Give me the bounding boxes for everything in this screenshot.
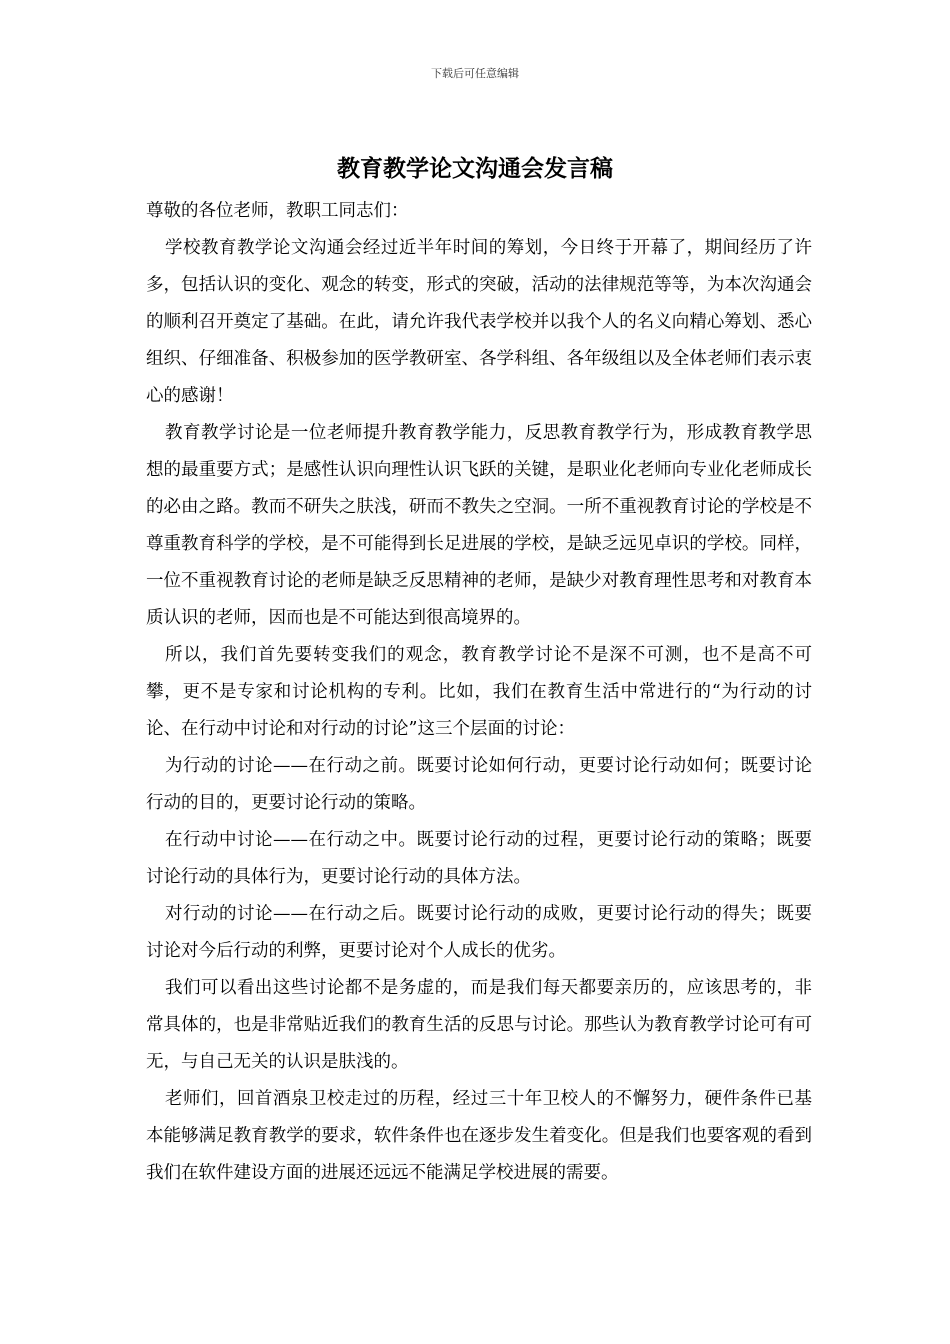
paragraph: 所以，我们首先要转变我们的观念，教育教学讨论不是深不可测，也不是高不可攀，更不是专家和讨论机构的专利。比如，我们在教育生活中常进行的“为行动的讨论、在行动中讨论和对行动的讨论”这三个层面的讨论： xyxy=(146,645,812,739)
page-header-note: 下载后可任意编辑 xyxy=(431,67,519,80)
paragraph: 对行动的讨论——在行动之后。既要讨论行动的成败，更要讨论行动的得失；既要讨论对今后行动的利弊，更要讨论对个人成长的优劣。 xyxy=(146,904,812,961)
paragraph: 在行动中讨论——在行动之中。既要讨论行动的过程，更要讨论行动的策略；既要讨论行动的具体行为，更要讨论行动的具体方法。 xyxy=(146,830,812,887)
document-title: 教育教学论文沟通会发言稿 xyxy=(337,155,613,182)
paragraph: 老师们，回首酒泉卫校走过的历程，经过三十年卫校人的不懈努力，硬件条件已基本能够满足教育教学的要求，软件条件也在逐步发生着变化。但是我们也要客观的看到我们在软件建设方面的进展还远远不能满足学校进展的需要。 xyxy=(146,1089,812,1183)
document-body xyxy=(146,193,812,1192)
paragraph: 为行动的讨论——在行动之前。既要讨论如何行动，更要讨论行动如何；既要讨论行动的目的，更要讨论行动的策略。 xyxy=(146,756,812,813)
paragraph: 我们可以看出这些讨论都不是务虚的，而是我们每天都要亲历的，应该思考的，非常具体的，也是非常贴近我们的教育生活的反思与讨论。那些认为教育教学讨论可有可无，与自己无关的认识是肤浅的。 xyxy=(146,978,812,1072)
paragraph: 教育教学讨论是一位老师提升教育教学能力，反思教育教学行为，形成教育教学思想的最重要方式；是感性认识向理性认识飞跃的关键，是职业化老师向专业化老师成长的必由之路。教而不研失之肤浅，研而不教失之空洞。一所不重视教育讨论的学校是不尊重教育科学的学校，是不可能得到长足进展的学校，是缺乏远见卓识的学校。同样，一位不重视教育讨论的老师是缺乏反思精神的老师，是缺少对教育理性思考和对教育本质认识的老师，因而也是不可能达到很高境界的。 xyxy=(146,423,812,628)
greeting: 尊敬的各位老师，教职工同志们： xyxy=(146,201,409,221)
paragraph: 学校教育教学论文沟通会经过近半年时间的筹划，今日终于开幕了，期间经历了许多，包括认识的变化、观念的转变，形式的突破，活动的法律规范等等，为本次沟通会的顺利召开奠定了基础。在此，请允许我代表学校并以我个人的名义向精心筹划、悉心组织、仔细准备、积极参加的医学教研室、各学科组、各年级组以及全体老师们表示衷心的感谢！ xyxy=(146,238,812,406)
